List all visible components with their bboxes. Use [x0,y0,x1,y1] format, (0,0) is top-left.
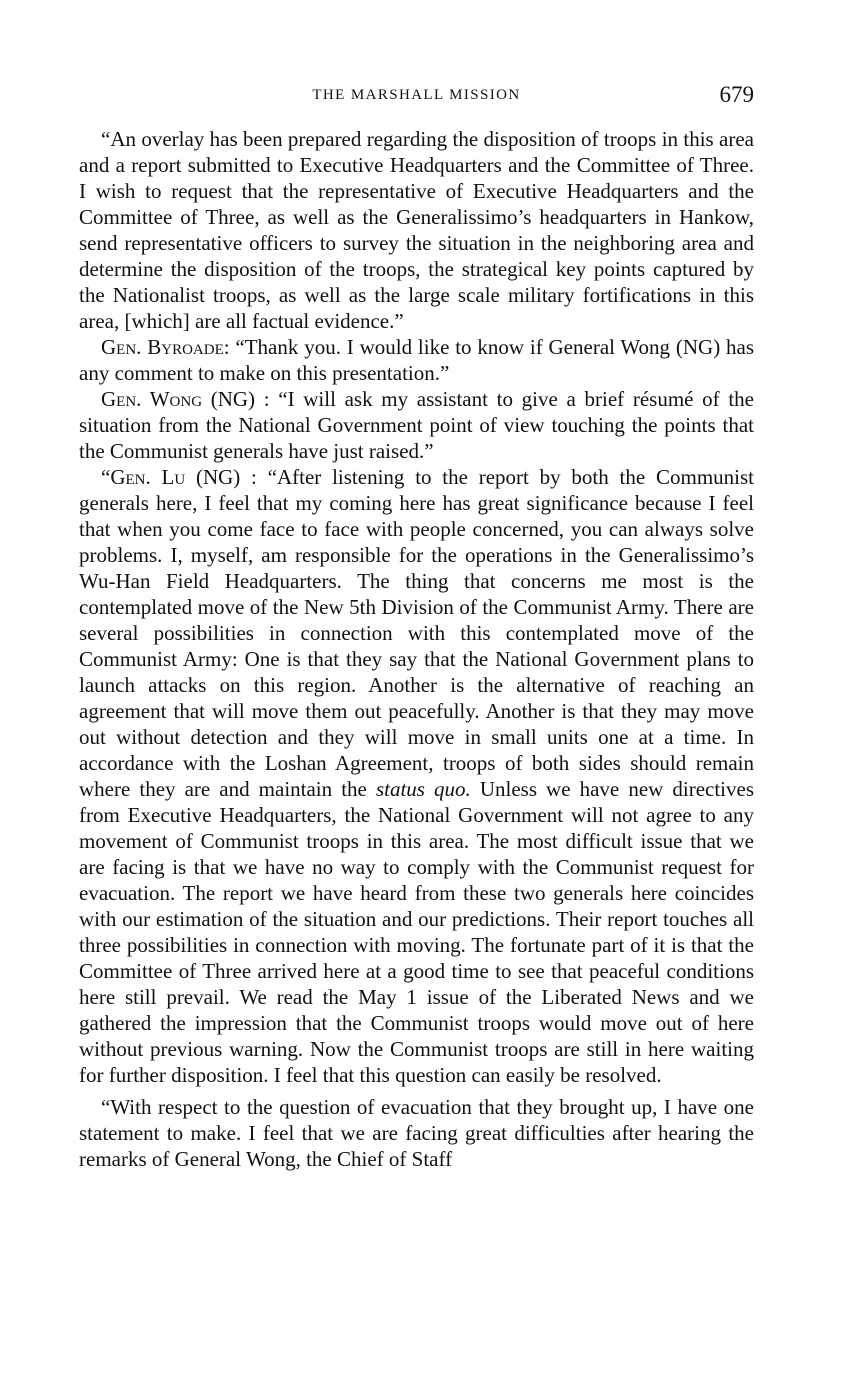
running-title: THE MARSHALL MISSION [312,87,521,103]
paragraph-text-continued: Unless we have new directives from Executive Headquarters, the National Government will not agree to any movement of Communist troops in this area. The most difficult issue that we are facing is that we have no way to comply with the Communist request for evacuation. The report we have heard from these two generals here coincides with our estimation of the situation and our predictions. Their report touches all three possibilities in connection with moving. The fortunate part of it is that the Committee of Three arrived here at a good time to see that peaceful conditions here still prevail. We read the May 1 issue of the Liberated News and we gathered the impression that the Communist troops would move out of here without previous warning. Now the Communist troops are still in here waiting for further disposition. I feel that this question can easily be resolved. [79,777,754,1087]
speaker-name: Gen. Wong [101,387,203,411]
paragraph-text: “An overlay has been prepared regarding the disposition of troops in this area and a report submitted to Executive Headquarters and the Committee of Three. I wish to request that the representative of Executive Headquarters and the Committee of Three, as well as the Generalissimo’s headquarters in Hankow, send representative officers to survey the situation in the neighboring area and determine the disposition of the troops, the strategical key points captured by the Nationalist troops, as well as the large scale military fortifications in this area, [which] are all factual evidence.” [79,127,754,333]
italic-phrase: status quo. [375,777,471,801]
quote-mark: “ [101,465,111,489]
paragraph-lu [79,464,754,1088]
paragraph-overlay-report [79,126,754,334]
paragraph-text: “With respect to the question of evacuation that they brought up, I have one statement to make. I feel that we are facing great difficulties after hearing the remarks of General Wong, the Chief of Staff [79,1095,754,1171]
paragraph-text: : “Thank you. I would like to know if General Wong (NG) has any comment to make on this presentation.” [79,335,755,385]
paragraph-byroade [79,334,754,386]
body-text [79,126,754,1172]
running-head [79,82,754,112]
paragraph-text: (NG) : “I will ask my assistant to give a brief résumé of the situation from the National Government point of view touching the points that the Communist generals have just raised.” [79,387,754,463]
paragraph-wong [79,386,754,464]
speaker-name: Gen. Lu [110,465,186,489]
paragraph-text: (NG) : “After listening to the report by both the Communist generals here, I feel that my coming here has great significance because I feel that when you come face to face with people concerned, you can always solve problems. I, myself, am responsible for the operations in the Generalissimo’s Wu-Han Field Headquarters. The thing that concerns me most is the contemplated move of the New 5th Division of the Communist Army. There are several possibilities in connection with this contemplated move of the Communist Army: One is that they say that the National Government plans to launch attacks on this region. Another is the alternative of reaching an agreement that will move them out peacefully. Another is that they may move out without detection and they will move in small units one at a time. In accordance with the Loshan Agreement, troops of both sides should remain where they are and maintain the [79,465,755,801]
speaker-name: Gen. Byroade [101,335,224,359]
paragraph-evacuation [79,1094,754,1172]
page-number: 679 [719,82,754,107]
